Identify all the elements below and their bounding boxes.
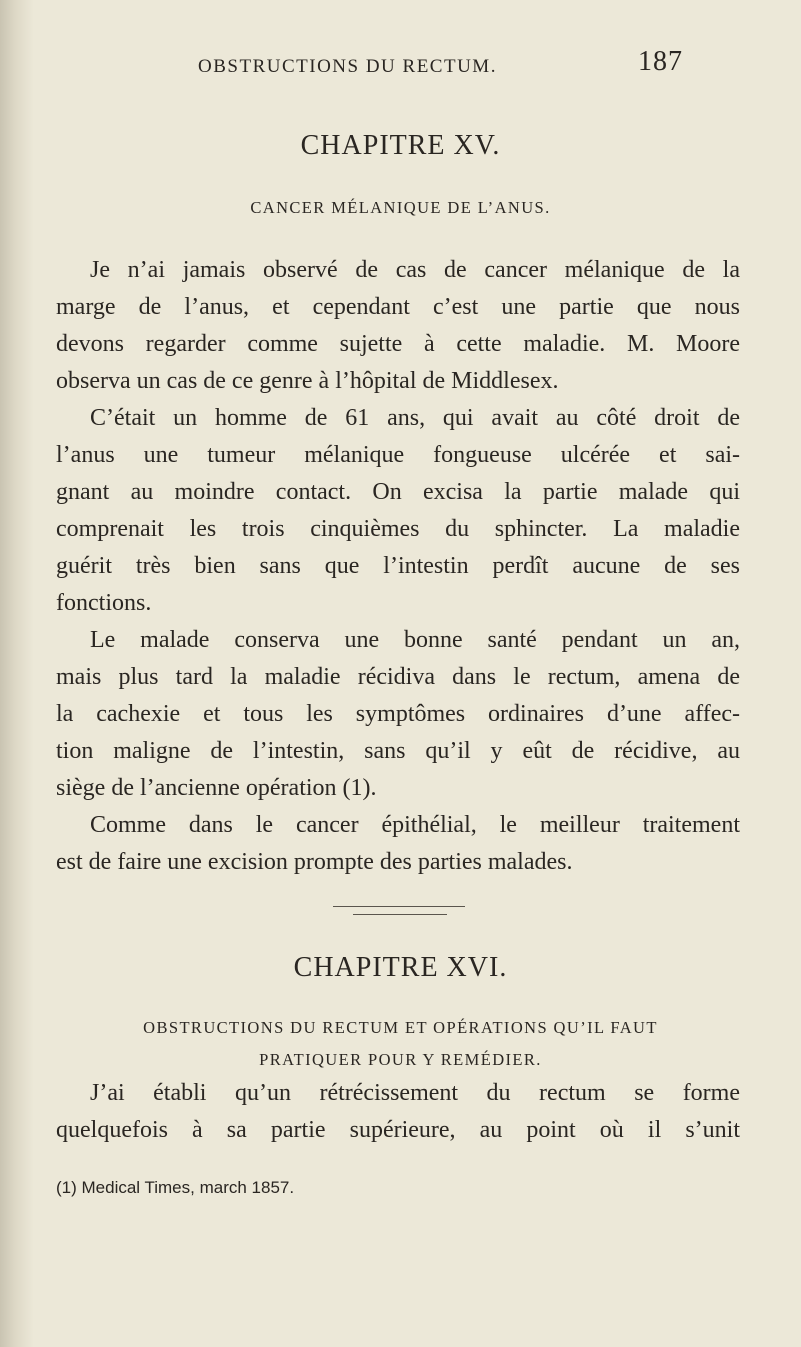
chapter-15-line: siège de l’ancienne opération (1).	[56, 775, 377, 801]
page-number: 187	[638, 46, 683, 77]
footnote: (1) Medical Times, march 1857.	[56, 1178, 295, 1197]
running-title: OBSTRUCTIONS DU RECTUM.	[198, 56, 497, 77]
chapter-15-line: Le malade conserva une bonne santé pendant un an,	[90, 627, 740, 653]
chapter-16-subtitle-line-2: PRATIQUER POUR Y REMÉDIER.	[259, 1050, 542, 1069]
chapter-15-line: la cachexie et tous les symptômes ordinaires d’une affec-	[56, 701, 740, 727]
chapter-15-line: C’était un homme de 61 ans, qui avait au côté droit de	[90, 405, 740, 431]
chapter-15-line: observa un cas de ce genre à l’hôpital de Middlesex.	[56, 368, 559, 394]
chapter-15-line: est de faire une excision prompte des parties malades.	[56, 849, 573, 875]
chapter-15-line: Comme dans le cancer épithélial, le meilleur traitement	[90, 812, 740, 838]
chapter-15-subtitle: CANCER MÉLANIQUE DE L’ANUS.	[250, 198, 551, 217]
chapter-15-line: tion maligne de l’intestin, sans qu’il y eût de récidive, au	[56, 738, 740, 764]
chapter-16-subtitle-line-1: OBSTRUCTIONS DU RECTUM ET OPÉRATIONS QU’IL FAUT	[143, 1018, 658, 1037]
chapter-15-line: marge de l’anus, et cependant c’est une partie que nous	[56, 294, 740, 320]
chapter-16-line: J’ai établi qu’un rétrécissement du rectum se forme	[90, 1080, 740, 1106]
chapter-15-line: fonctions.	[56, 590, 152, 616]
section-divider	[333, 906, 465, 907]
chapter-15-line: comprenait les trois cinquièmes du sphincter. La maladie	[56, 516, 740, 542]
section-divider	[353, 914, 447, 915]
chapter-16-title: CHAPITRE XVI.	[293, 952, 508, 983]
chapter-15-line: mais plus tard la maladie récidiva dans le rectum, amena de	[56, 664, 740, 690]
chapter-15-line: guérit très bien sans que l’intestin perdît aucune de ses	[56, 553, 740, 579]
chapter-16-line: quelquefois à sa partie supérieure, au point où il s’unit	[56, 1117, 740, 1143]
chapter-15-line: l’anus une tumeur mélanique fongueuse ulcérée et sai-	[56, 442, 740, 468]
chapter-15-line: gnant au moindre contact. On excisa la partie malade qui	[56, 479, 740, 505]
chapter-15-line: Je n’ai jamais observé de cas de cancer mélanique de la	[90, 257, 740, 283]
chapter-15-line: devons regarder comme sujette à cette maladie. M. Moore	[56, 331, 740, 357]
chapter-15-title: CHAPITRE XV.	[300, 130, 501, 161]
